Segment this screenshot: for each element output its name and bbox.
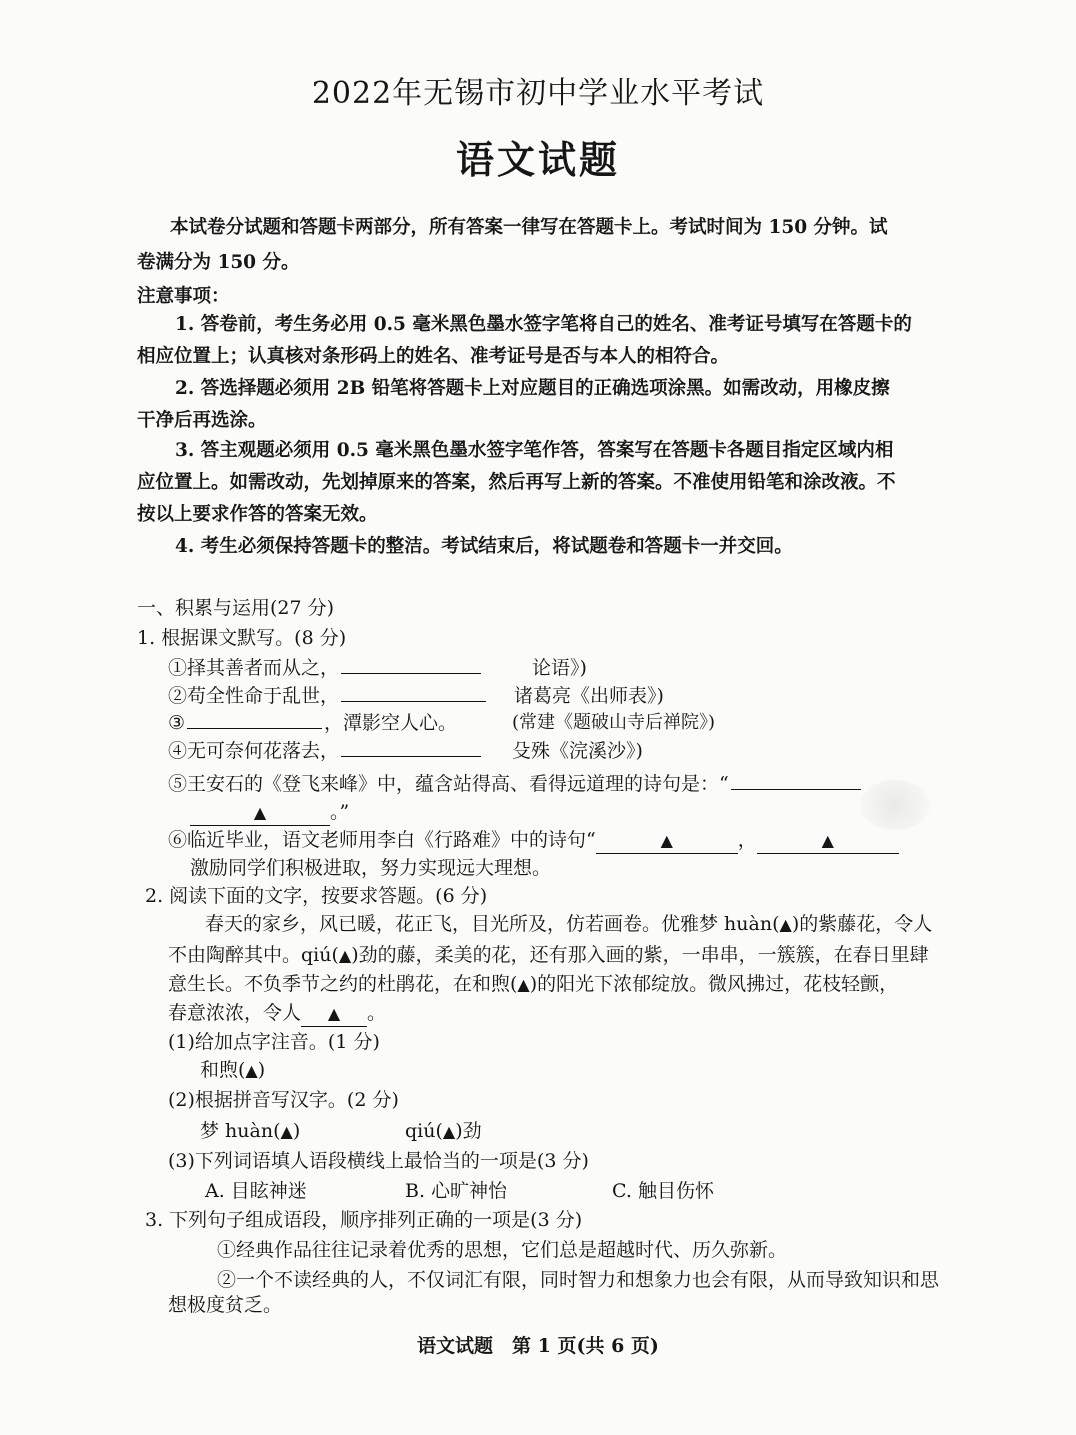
q2-passage-line-3 xyxy=(168,972,898,997)
q2-passage-line-1 xyxy=(205,912,932,937)
q2-sub-2-item-2 xyxy=(405,1119,482,1144)
triangle-icon: ▲ xyxy=(253,803,267,822)
notice-item-3-line-3: 按以上要求作答的答案无效。 xyxy=(137,504,378,525)
q1-item-6-text: ⑥临近毕业，语文老师用李白《行路难》中的诗句“ xyxy=(168,829,596,851)
q1-item-6 xyxy=(168,828,899,854)
scan-smudge xyxy=(860,780,930,830)
section-heading: 一、积累与运用(27 分) xyxy=(137,597,335,619)
q2-sub-2-item-1 xyxy=(200,1119,300,1144)
q3-stem: 3. 下列句子组成语段，顺序排列正确的一项是(3 分) xyxy=(145,1209,583,1231)
item-text: qiú( xyxy=(405,1120,443,1142)
q1-item-2-source: 诸葛亮《出师表》) xyxy=(514,685,664,707)
q1-stem: 1. 根据课文默写。(8 分) xyxy=(137,627,347,649)
q1-item-1 xyxy=(168,656,483,680)
triangle-icon: ▲ xyxy=(338,946,352,965)
intro-line-2: 卷满分为 150 分。 xyxy=(137,252,300,273)
q2-passage-line-2 xyxy=(168,943,929,968)
passage-text: )的阳光下浓郁绽放。微风拂过，花枝轻颤， xyxy=(529,973,899,995)
passage-text: 意生长。不负季节之约的杜鹃花，在和煦( xyxy=(168,973,518,995)
notice-item-3-line-2: 应位置上。如需改动，先划掉原来的答案，然后再写上新的答案。不准使用铅笔和涂改液。不 xyxy=(137,472,896,493)
q1-item-5-end: 。” xyxy=(330,801,350,823)
notice-item-2-line-2: 干净后再选涂。 xyxy=(137,410,267,431)
passage-text: 不由陶醉其中。qiú( xyxy=(168,944,339,966)
answer-blank xyxy=(187,727,322,729)
answer-blank xyxy=(341,672,481,674)
page-footer: 语文试题 第 1 页(共 6 页) xyxy=(417,1335,659,1357)
answer-blank xyxy=(341,755,481,757)
q2-passage-line-4 xyxy=(168,1001,386,1027)
q1-item-3-num: ③ xyxy=(168,712,186,734)
exam-title: 2022年无锡市初中学业水平考试 xyxy=(311,76,765,111)
intro-line-1: 本试卷分试题和答题卡两部分，所有答案一律写在答题卡上。考试时间为 150 分钟。试 xyxy=(170,217,888,238)
answer-blank xyxy=(596,828,738,854)
q2-stem: 2. 阅读下面的文字，按要求答题。(6 分) xyxy=(145,885,488,907)
item-text: 和煦( xyxy=(200,1059,246,1081)
answer-blank xyxy=(190,800,330,826)
item-text: ) xyxy=(257,1059,266,1081)
q1-item-1-source: 论语》) xyxy=(532,657,587,679)
notice-heading: 注意事项： xyxy=(137,286,230,307)
triangle-icon: ▲ xyxy=(517,975,530,994)
subject-title: 语文试题 xyxy=(455,137,620,182)
notice-item-1-line-1: 1. 答卷前，考生务必用 0.5 毫米黑色墨水签字笔将自己的姓名、准考证号填写在答题卡的 xyxy=(175,314,912,335)
q1-item-5-line-2 xyxy=(190,800,349,826)
q1-item-6-sep: ， xyxy=(737,829,757,851)
item-text: ) xyxy=(292,1120,301,1142)
passage-text: )的紫藤花，令人 xyxy=(791,913,933,935)
triangle-icon: ▲ xyxy=(779,915,792,934)
triangle-icon: ▲ xyxy=(442,1122,456,1141)
triangle-icon: ▲ xyxy=(245,1061,258,1080)
q3-sentence-1: ①经典作品往往记录着优秀的思想，它们总是超越时代、历久弥新。 xyxy=(217,1239,788,1261)
q1-item-3-source: (常建《题破山寺后禅院》) xyxy=(512,712,716,733)
q2-option-a: A. 目眩神迷 xyxy=(205,1180,307,1202)
q1-item-3 xyxy=(168,711,457,735)
q1-item-4 xyxy=(168,739,483,763)
q1-item-1-text: ①择其善者而从之， xyxy=(168,657,340,679)
triangle-icon: ▲ xyxy=(327,1004,341,1023)
answer-blank xyxy=(301,1001,367,1027)
q2-sub-1: (1)给加点字注音。(1 分) xyxy=(168,1031,380,1053)
triangle-icon: ▲ xyxy=(660,831,673,850)
answer-blank xyxy=(731,788,861,790)
triangle-icon: ▲ xyxy=(821,831,834,850)
item-text: )劲 xyxy=(455,1120,482,1142)
q2-sub-2: (2)根据拼音写汉字。(2 分) xyxy=(168,1089,399,1111)
answer-blank xyxy=(341,700,486,702)
answer-blank xyxy=(757,828,899,854)
passage-text: 春意浓浓，令人 xyxy=(168,1002,302,1024)
notice-item-3-line-1: 3. 答主观题必须用 0.5 毫米黑色墨水签字笔作答，答案写在答题卡各题目指定区域内相 xyxy=(175,440,894,461)
q1-item-2-text: ②苟全性命于乱世， xyxy=(168,685,340,707)
q1-item-5 xyxy=(168,772,863,796)
passage-text: 。 xyxy=(367,1002,387,1024)
q2-sub-3: (3)下列词语填人语段横线上最恰当的一项是(3 分) xyxy=(168,1150,589,1172)
notice-item-1-line-2: 相应位置上；认真核对条形码上的姓名、准考证号是否与本人的相符合。 xyxy=(137,346,730,367)
q1-item-5-text: ⑤王安石的《登飞来峰》中，蕴含站得高、看得远道理的诗句是：“ xyxy=(168,773,729,795)
q1-item-3-text: ，潭影空人心。 xyxy=(324,712,458,734)
passage-text: 春天的家乡，风已暖，花正飞，目光所及，仿若画卷。优雅梦 huàn( xyxy=(205,913,780,935)
q3-sentence-2-line-1: ②一个不读经典的人，不仅词汇有限，同时智力和想象力也会有限，从而导致知识和思 xyxy=(217,1269,940,1291)
q2-option-b: B. 心旷神怡 xyxy=(405,1180,508,1202)
q1-item-4-text: ④无可奈何花落去， xyxy=(168,740,340,762)
notice-item-2-line-1: 2. 答选择题必须用 2B 铅笔将答题卡上对应题目的正确选项涂黑。如需改动，用橡皮擦 xyxy=(175,378,890,399)
q2-sub-1-item xyxy=(200,1058,265,1083)
q1-item-2 xyxy=(168,684,488,708)
q3-sentence-2-line-2: 想极度贫乏。 xyxy=(168,1294,283,1316)
q1-item-6-line-2: 激励同学们积极进取，努力实现远大理想。 xyxy=(190,857,552,879)
q2-option-c: C. 触目伤怀 xyxy=(612,1180,714,1202)
q1-item-4-source: 殳殊《浣溪沙》) xyxy=(512,740,643,762)
passage-text: )劲的藤，柔美的花，还有那入画的紫，一串串，一簇簇，在春日里肆 xyxy=(351,944,929,966)
triangle-icon: ▲ xyxy=(280,1122,293,1141)
item-text: 梦 huàn( xyxy=(200,1120,281,1142)
notice-item-4: 4. 考生必须保持答题卡的整洁。考试结束后，将试题卷和答题卡一并交回。 xyxy=(175,536,793,557)
